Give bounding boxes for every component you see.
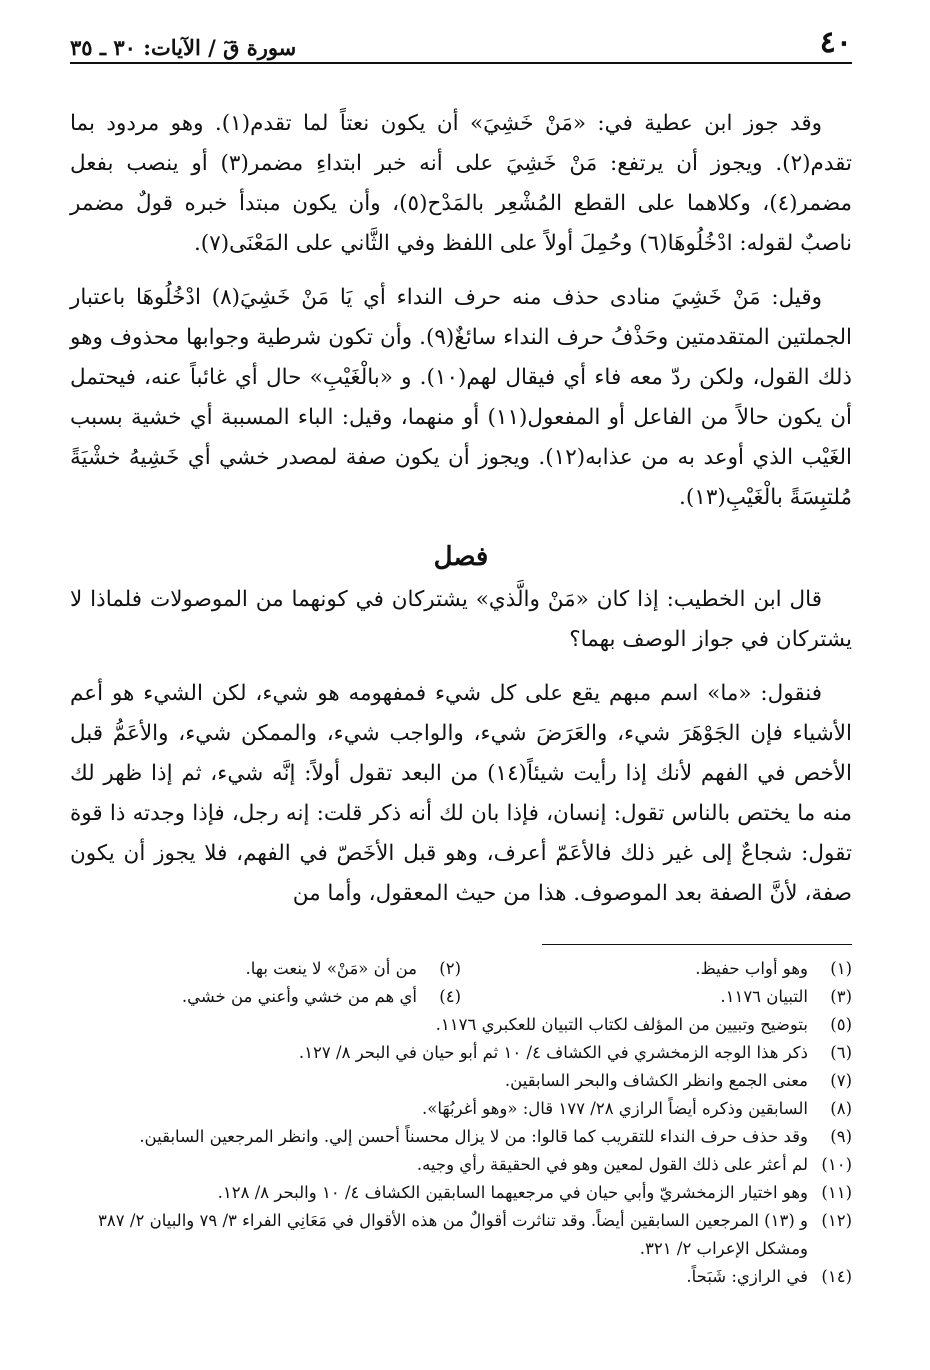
footnote <box>70 1263 852 1291</box>
footnote-number: (٨) <box>830 1099 852 1118</box>
footnote <box>70 1151 852 1179</box>
page-header <box>70 25 852 64</box>
footnote-text: وهو اختيار الزمخشريّ وأبي حيان في مرجعيهما السابقين الكشاف ٤/ ١٠ والبحر ٨/ ١٢٨. <box>217 1183 808 1202</box>
running-title: سورة قٓ / الآيات: ٣٠ ـ ٣٥ <box>70 35 297 60</box>
footnote-number: (٩) <box>830 1127 852 1146</box>
footnote <box>70 1011 852 1039</box>
footnote <box>461 983 852 1011</box>
footnote <box>461 955 852 983</box>
body-paragraph: فنقول: «ما» اسم مبهم يقع على كل شيء فمفهومه هو شيء، لكن الشيء هو أعم الأشياء فإن الجَوْهَرَ شيء، والعَرَضَ شيء، والواجب شيء، والممكن شيء، والأعَمُّ قبل الأخص في الفهم لأنك إذا رأيت شيئاً(١٤) من البعد تقول أولاً: إنَّه شيء، ثم إذا ظهر لك منه ما يختص بالناس تقول: إنسان، فإذا بان لك أنه ذكر قلت: إنه رجل، فإذا وجدته ذا قوة تقول: شجاعٌ إلى غير ذلك فالأعَمّ أعرف، وهو قبل الأخَصّ في الفهم، فلا يجوز أن يكون صفة، لأنَّ الصفة بعد الموصوف. هذا من حيث المعقول، وأما من <box>70 681 852 906</box>
footnote-text: السابقين وذكره أيضاً الرازي ٢٨/ ١٧٧ قال: «وهو أغربُهَا». <box>422 1099 808 1118</box>
footnote-number: (١٢) <box>821 1211 852 1230</box>
footnote-text: معنى الجمع وانظر الكشاف والبحر السابقين. <box>504 1071 808 1090</box>
footnote-text: وقد حذف حرف النداء للتقريب كما قالوا: من لا يزال محسناً أحسن إلي. وانظر المرجعين السابقين. <box>139 1127 808 1146</box>
footnote-pair-row <box>70 955 852 983</box>
footnotes <box>70 955 852 1291</box>
footnote-text: و (١٣) المرجعين السابقين أيضاً. وقد تناثرت أقوالٌ من هذه الأقوال في مَعَانِي الفراء ٣/ ٧٩ والبيان ٢/ ٣٨٧ ومشكل الإعراب ٢/ ٣٢١. <box>98 1211 808 1258</box>
footnote-number: (١٠) <box>821 1155 852 1174</box>
footnote <box>70 955 461 983</box>
footnote <box>70 1039 852 1067</box>
footnote <box>70 1095 852 1123</box>
footnote-text: في الرازي: شَبَحاً. <box>686 1267 808 1286</box>
footnote <box>70 983 461 1011</box>
footnote-text: وهو أواب حفيظ. <box>695 959 808 978</box>
page-number: ٤٠ <box>819 25 852 60</box>
footnote-text: أي هم من خشي وأعني من خشي. <box>181 987 417 1006</box>
footnote-number: (١٤) <box>821 1267 852 1286</box>
footnote-text: التبيان ١١٧٦. <box>720 987 808 1006</box>
footnote-number: (٧) <box>830 1071 852 1090</box>
footnote-number: (٣) <box>830 987 852 1006</box>
footnote-text: من أن «مَنْ» لا ينعت بها. <box>245 959 417 978</box>
footnote-number: (١) <box>830 959 852 978</box>
footnote-number: (٦) <box>830 1043 852 1062</box>
footnote <box>70 1123 852 1151</box>
section-heading: فصل <box>433 542 489 572</box>
footnote <box>70 1067 852 1095</box>
footnote-text: لم أعثر على ذلك القول لمعين وهو في الحقيقة رأي وجيه. <box>416 1155 808 1174</box>
body-paragraph: وقد جوز ابن عطية في: «مَنْ خَشِيَ» أن يكون نعتاً لما تقدم(١). وهو مردود بما تقدم(٢). ويجوز أن يرتفع: مَنْ خَشِيَ على أنه خبر ابتداءِ مضمر(٣) أو ينصب بفعل مضمر(٤)، وكلاهما على القطع المُشْعِر بالمَدْح(٥)، وأن يكون مبتدأ خبره قولٌ مضمر ناصبٌ لقوله: ادْخُلُوهَا(٦) وحُمِلَ أولاً على اللفظ وفي الثَّاني على المَعْنَى(٧). <box>70 111 852 256</box>
body-paragraph: وقيل: مَنْ خَشِيَ منادى حذف منه حرف النداء أي يَا مَنْ خَشِيَ(٨) ادْخُلُوهَا باعتبار الجملتين المتقدمتين وحَذْفُ حرف النداء سائغٌ(٩). وأن تكون شرطية وجوابها محذوف وهو ذلك القول، ولكن ردّ معه فاء أي فيقال لهم(١٠). و «بالْغَيْبِ» حال أي غائباً عنه، فيحتمل أن يكون حالاً من الفاعل أو المفعول(١١) أو منهما، وقيل: الباء المسببة أي خشية بسبب الغَيْب الذي أوعد به من عذابه(١٢). ويجوز أن يكون صفة لمصدر خشي أي خَشِيهُ خشْيَةً مُلتبِسَةً بالْغَيْبِ(١٣). <box>70 285 852 510</box>
footnote-number: (١١) <box>821 1183 852 1202</box>
footnote-text: ذكر هذا الوجه الزمخشري في الكشاف ٤/ ١٠ ثم أبو حيان في البحر ٨/ ١٢٧. <box>298 1043 808 1062</box>
footnote-number: (٤) <box>439 987 461 1006</box>
body-paragraph: قال ابن الخطيب: إذا كان «مَنْ والَّذي» يشتركان في كونهما من الموصولات فلماذا لا يشتركان في جواز الوصف بهما؟ <box>70 587 852 652</box>
footnote-pair-row <box>70 983 852 1011</box>
footnote-divider <box>542 944 852 945</box>
footnote <box>70 1179 852 1207</box>
footnote-number: (٥) <box>830 1015 852 1034</box>
footnote-text: بتوضيح وتبيين من المؤلف لكتاب التبيان للعكبري ١١٧٦. <box>435 1015 808 1034</box>
footnote <box>70 1207 852 1263</box>
footnote-number: (٢) <box>439 959 461 978</box>
